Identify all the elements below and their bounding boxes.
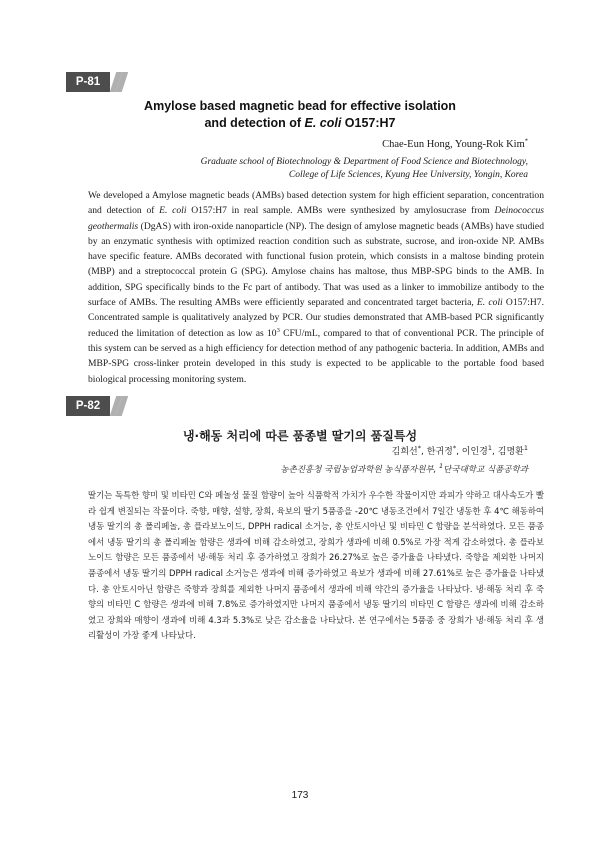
- p81-authors: [382, 138, 528, 152]
- affiliation-text: 농촌진흥청 국립농업과학원 농식품자원부,: [280, 465, 440, 475]
- title-text: and detection of: [204, 116, 305, 130]
- p81-affiliation: [201, 156, 528, 182]
- abstract-text: We developed a Amylose magnetic beads (AMBs) based detection system for high efficient separation, concentration and detection of: [88, 190, 544, 217]
- affiliation-mark: 1: [439, 462, 444, 471]
- affiliation-line: College of Life Sciences, Kyung Hee University, Yongin, Korea: [288, 170, 528, 180]
- author-name: 김명환: [497, 447, 524, 457]
- tag-label: P-81: [66, 72, 110, 92]
- author-mark: *: [417, 444, 421, 452]
- affiliation-text: 단국대학교 식품공학과: [443, 465, 528, 475]
- abstract-text: (DgAS) with iron-oxide nanoparticle (NP). The design of amylose magnetic beads (AMBs) have studied by an enzymatic synthesis with optimized reaction condition such as substrate, sucrose, and iron-oxide NP. AMBs have specific feature. AMBs decorated with functional fusion protein, which consists in a maltose binding protein (MBP) and a streptococcal protein G (SPG). Amylose chains has maltose, thus MBP-SPG binds to the AMB. In addition, SPG specifically binds to the Fc part of antibody. That was used as a linker to immobilize antibody to the surface of AMBs. The resulting AMBs were efficiently separated and concentrated target bacteria,: [88, 220, 544, 309]
- p82-authors: 김희선*, 한귀정*, 이인경$^1$, 김명환$^1$: [391, 444, 528, 457]
- abstract-superscript: 3: [276, 326, 280, 334]
- author-names: Chae-Eun Hong, Young-Rok Kim: [382, 139, 525, 150]
- page-number: 173: [291, 790, 309, 801]
- abstract-text: O157:H7 in real sample. AMBs were synthesized by amylosucrase from: [186, 205, 495, 217]
- title-species: E. coli: [304, 116, 342, 130]
- author-mark: *: [524, 137, 528, 145]
- p81-abstract: [72, 188, 544, 387]
- p82-title: 냉·해동 처리에 따른 품종별 딸기의 품질특성: [182, 429, 418, 443]
- abstract-species: E. coli: [159, 205, 187, 217]
- author-mark: *: [452, 444, 457, 452]
- abstract-species: Deinococcus geothermalis: [88, 205, 545, 232]
- title-text: O157:H7: [341, 116, 396, 130]
- abstract-tag-p81: [66, 72, 122, 92]
- author-name: 한귀정: [426, 447, 453, 457]
- p81-title: [60, 98, 540, 132]
- author-mark: 1: [487, 444, 493, 452]
- author-name: 이인경: [461, 447, 488, 457]
- tag-label: P-82: [66, 396, 110, 416]
- abstract-species: E. coli: [476, 297, 503, 309]
- p82-abstract: 딸기는 독특한 향미 및 비타민 C와 페놀성 물질 함량이 높아 식품학적 가치가 우수한 작물이지만 과피가 약하고 대사속도가 빨라 쉽게 변질되는 작물이다. 죽향, 매향, 설향, 장희, 육보의 딸기 5품종을 -20℃ 냉동조건에서 7일간 냉동한 후 4℃ 해동하여 냉동 딸기의 총 폴리페놀, 총 플라보노이드, DPPH radical 소거능, 총 안토시아닌 및 비타민 C 함량을 분석하였다. 모든 품종에서 냉동 딸기의 총 폴리페놀 함량은 생과에 비해 감소하였고, 장희가 생과에 비해 0.5%로 가장 적게 감소하였다. 총 플라보노이드 함량은 모든 품종에서 냉·해동 처리 후 증가하였고 장희가 26.27%로 높은 증가율을 나타냈다. 죽향을 제외한 나머지 품종에서 냉동 딸기의 DPPH radical 소거능은 생과에 비해 증가하였고 육보가 생과에 비해 27.61%로 높은 증가율을 나타냈다. 총 안토시아닌 함량은 죽향과 장희를 제외한 나머지 품종에서 생과에 비해 약간의 증가율을 나타났다. 냉·해동 처리 후 죽향의 비타민 C 함량은 생과에 비해 7.8%로 증가하였지만 나머지 품종에서 냉동 딸기의 비타민 C 함량은 생과에 비해 감소하였고 장희와 매향이 생과에 비해 4.3과 5.3%로 낮은 감소율을 나타났다. 본 연구에서는 5품종 중 장희가 냉·해동 처리 후 생리활성이 가장 좋게 나타났다.: [88, 490, 544, 641]
- p81-title-line1: Amylose based magnetic bead for effective isolation: [144, 99, 456, 113]
- abstract-text: CFU/mL, compared to that of conventional PCR. The principle of this system can be served as a high efficiency for detection method of any pathogenic bacteria. In addition, AMBs and MBP-SPG cross-linker protein developed in this study is expected to be applicable to the portable food based biological processing monitoring system.: [88, 327, 544, 385]
- abstract-tag-p82: [66, 396, 122, 416]
- affiliation-line: Graduate school of Biotechnology & Department of Food Science and Biotechnology,: [200, 157, 528, 167]
- author-name: 김희선: [391, 447, 418, 457]
- p81-title-line2: [60, 115, 540, 132]
- p82-affiliation: [280, 464, 528, 476]
- author-mark: 1: [523, 444, 528, 452]
- abstract-text: O157:H7. Concentrated sample is qualitatively analyzed by PCR. Our studies demonstrated that AMB-based PCR significantly reduced the limitation of detection as low as 10: [88, 297, 544, 339]
